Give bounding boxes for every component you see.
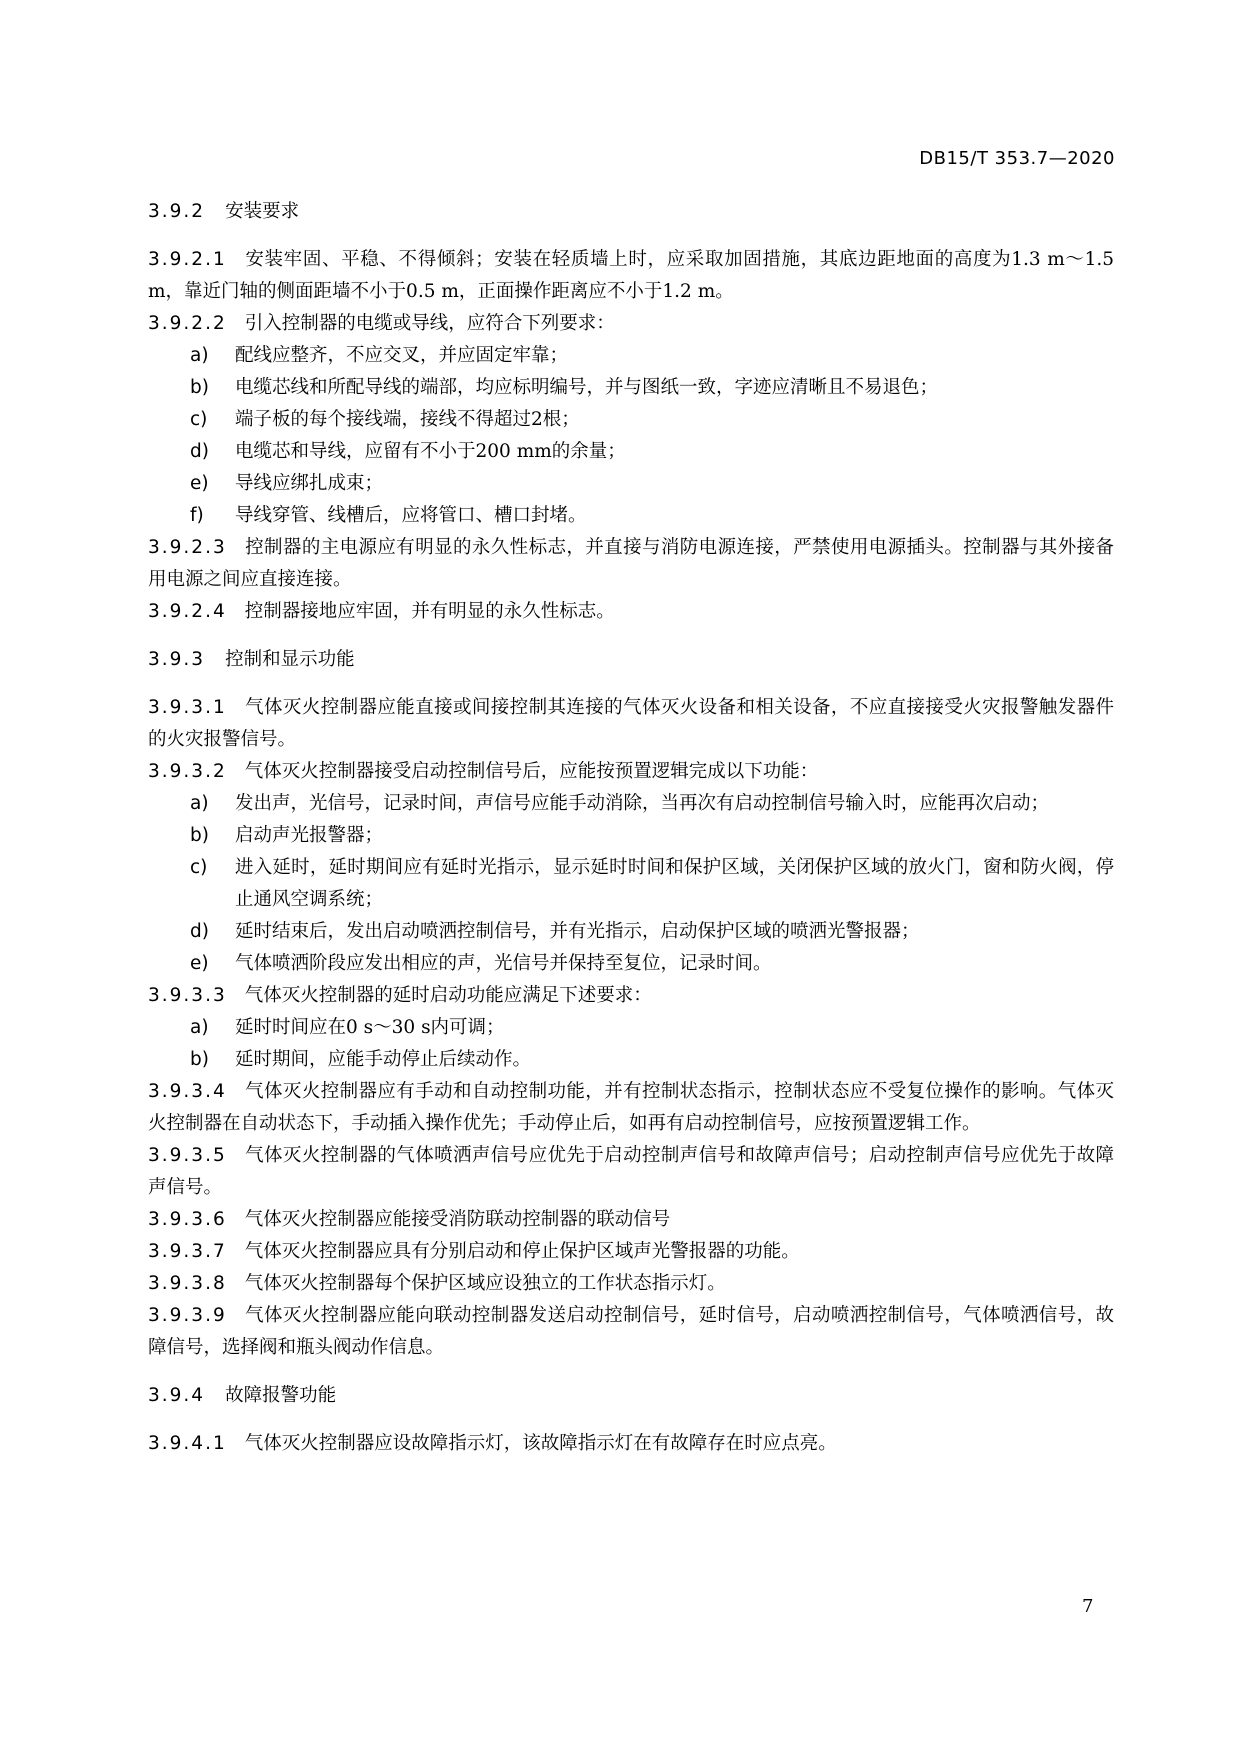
list-item [148,404,1114,436]
list-item [148,852,1114,916]
clause-number: 3.9.3.1 [148,697,227,718]
clause-text: 控制器的主电源应有明显的永久性标志，并直接与消防电源连接，严禁使用电源插头。控制器与其外接备用电源之间应直接连接。 [148,537,1114,590]
section-heading [148,644,1114,676]
list-marker: a) [190,1017,209,1038]
list-item [148,372,1114,404]
list-text: 配线应整齐，不应交叉，并应固定牢靠； [235,345,569,366]
clause [148,532,1114,596]
section-number: 3.9.2 [148,201,206,222]
clause-number: 3.9.4.1 [148,1433,227,1454]
clause-number: 3.9.2.2 [148,313,227,334]
list-text: 启动声光报警器； [235,825,384,846]
clause [148,1140,1114,1204]
clause-text: 气体灭火控制器应能直接或间接控制其连接的气体灭火设备和相关设备，不应直接接受火灾报警触发器件的火灾报警信号。 [148,697,1114,750]
document-body [148,196,1114,1460]
clause-number: 3.9.3.7 [148,1241,227,1262]
clause [148,692,1114,756]
list-text: 导线应绑扎成束； [235,473,384,494]
clause-text: 气体灭火控制器的气体喷洒声信号应优先于启动控制声信号和故障声信号；启动控制声信号应优先于故障声信号。 [148,1145,1114,1198]
page-number: 7 [1082,1596,1094,1617]
list-text: 导线穿管、线槽后，应将管口、槽口封堵。 [235,505,587,526]
clause-number: 3.9.3.3 [148,985,227,1006]
clause-number: 3.9.2.1 [148,249,227,270]
clause-text: 气体灭火控制器的延时启动功能应满足下述要求： [244,985,652,1006]
clause-text: 安装牢固、平稳、不得倾斜；安装在轻质墙上时，应采取加固措施，其底边距地面的高度为1.3 m～1.5 m，靠近门轴的侧面距墙不小于0.5 m，正面操作距离应不小于1.2 m。 [148,249,1114,302]
list-item [148,820,1114,852]
clause [148,1236,1114,1268]
clause [148,1428,1114,1460]
clause-text: 气体灭火控制器应设故障指示灯，该故障指示灯在有故障存在时应点亮。 [244,1433,837,1454]
list-text: 电缆芯和导线，应留有不小于200 mm的余量； [235,441,626,462]
list-text: 气体喷洒阶段应发出相应的声，光信号并保持至复位，记录时间。 [235,953,772,974]
clause-number: 3.9.3.6 [148,1209,227,1230]
list-marker: a) [190,345,209,366]
list-item [148,468,1114,500]
clause-text: 气体灭火控制器应有手动和自动控制功能，并有控制状态指示，控制状态应不受复位操作的影响。气体灭火控制器在自动状态下，手动插入操作优先；手动停止后，如再有启动控制信号，应按预置逻辑工作。 [148,1081,1114,1134]
section-number: 3.9.3 [148,649,206,670]
list-marker: b) [190,825,209,846]
clause-number: 3.9.3.4 [148,1081,227,1102]
clause [148,1268,1114,1300]
clause [148,308,1114,340]
clause-number: 3.9.2.4 [148,601,227,622]
list-marker: d) [190,921,209,942]
clause [148,596,1114,628]
list-marker: e) [190,953,209,974]
list-item [148,788,1114,820]
list-item [148,1012,1114,1044]
clause-text: 气体灭火控制器应能接受消防联动控制器的联动信号 [244,1209,671,1230]
list-marker: d) [190,441,209,462]
list-marker: b) [190,377,209,398]
clause [148,980,1114,1012]
list-text: 电缆芯线和所配导线的端部，均应标明编号，并与图纸一致，字迹应清晰且不易退色； [235,377,939,398]
list-text: 发出声，光信号，记录时间，声信号应能手动消除，当再次有启动控制信号输入时，应能再次启动； [235,793,1050,814]
clause [148,1076,1114,1140]
clause-text: 引入控制器的电缆或导线，应符合下列要求： [244,313,615,334]
section-title: 故障报警功能 [225,1385,337,1406]
clause-text: 气体灭火控制器应能向联动控制器发送启动控制信号，延时信号，启动喷洒控制信号，气体喷洒信号，故障信号，选择阀和瓶头阀动作信息。 [148,1305,1114,1358]
clause-number: 3.9.3.2 [148,761,227,782]
clause-number: 3.9.3.8 [148,1273,227,1294]
list-text: 端子板的每个接线端，接线不得超过2根； [235,409,580,430]
clause-number: 3.9.3.5 [148,1145,227,1166]
list-item [148,436,1114,468]
section-title: 安装要求 [225,201,300,222]
section-heading [148,196,1114,228]
list-item [148,948,1114,980]
clause [148,1204,1114,1236]
clause [148,244,1114,308]
list-item [148,500,1114,532]
list-marker: f) [190,505,204,526]
clause [148,756,1114,788]
clause [148,1300,1114,1364]
list-marker: a) [190,793,209,814]
clause-text: 气体灭火控制器每个保护区域应设独立的工作状态指示灯。 [244,1273,726,1294]
list-marker: b) [190,1049,209,1070]
list-item [148,916,1114,948]
clause-number: 3.9.3.9 [148,1305,227,1326]
clause-text: 气体灭火控制器应具有分别启动和停止保护区域声光警报器的功能。 [244,1241,800,1262]
list-marker: e) [190,473,209,494]
section-number: 3.9.4 [148,1385,206,1406]
clause-text: 气体灭火控制器接受启动控制信号后，应能按预置逻辑完成以下功能： [244,761,819,782]
list-item [148,1044,1114,1076]
section-heading [148,1380,1114,1412]
document-code: DB15/T 353.7—2020 [919,148,1115,169]
clause-text: 控制器接地应牢固，并有明显的永久性标志。 [244,601,615,622]
list-text: 延时结束后，发出启动喷洒控制信号，并有光指示，启动保护区域的喷洒光警报器； [235,921,920,942]
list-marker: c) [190,857,208,878]
list-marker: c) [190,409,208,430]
clause-number: 3.9.2.3 [148,537,227,558]
list-item [148,340,1114,372]
section-title: 控制和显示功能 [225,649,355,670]
list-text: 延时期间，应能手动停止后续动作。 [235,1049,532,1070]
list-text: 延时时间应在0 s～30 s内可调； [235,1017,505,1038]
list-text: 进入延时，延时期间应有延时光指示，显示延时时间和保护区域，关闭保护区域的放火门，窗和防火阀，停止通风空调系统； [235,857,1114,910]
